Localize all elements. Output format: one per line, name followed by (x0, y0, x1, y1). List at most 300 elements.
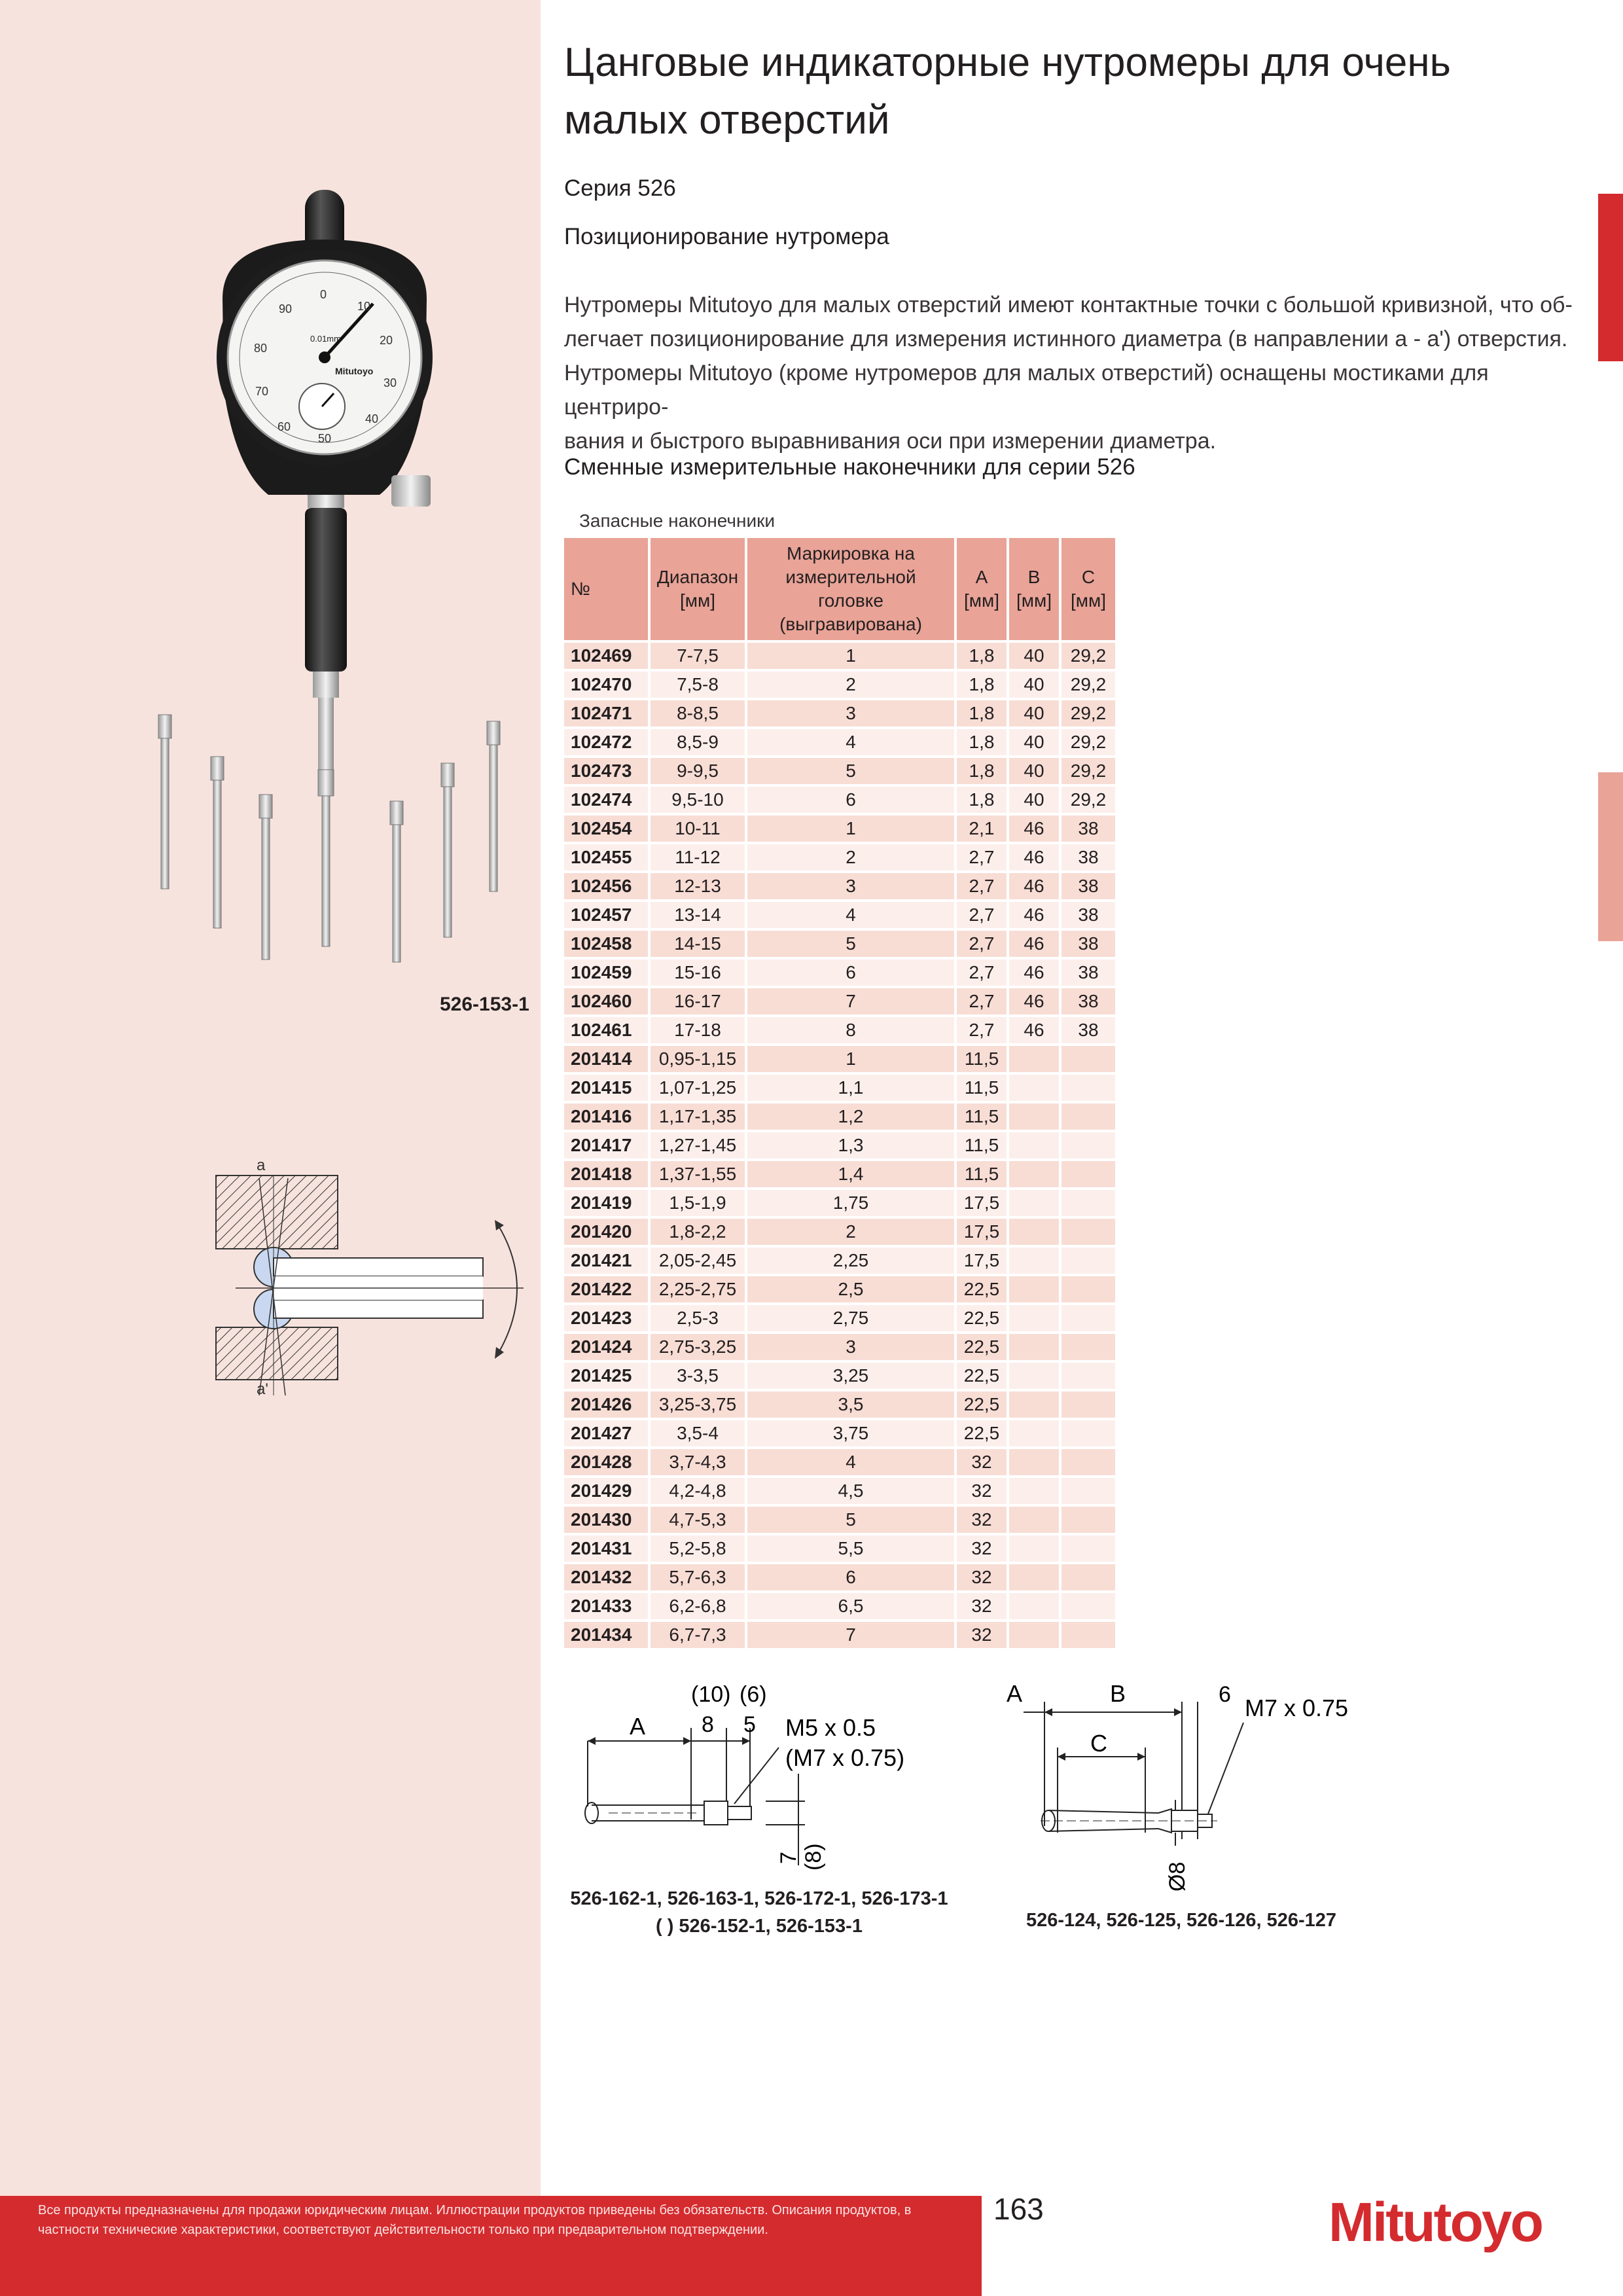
cell-marking: 5 (747, 758, 954, 787)
paragraph-line: легчает позиционирование для измерения истинного диаметра (в направлении a - a') отверстия. (564, 327, 1568, 351)
cell-b: 46 (1009, 960, 1059, 988)
cell-a: 2,7 (957, 902, 1007, 931)
mitutoyo-logo (1329, 2186, 1590, 2258)
cell-part-number: 102457 (564, 902, 648, 931)
cell-a: 1,8 (957, 643, 1007, 672)
cell-range: 1,17-1,35 (651, 1103, 745, 1132)
table-row (564, 988, 1115, 1017)
cell-b (1009, 1276, 1059, 1305)
spare-tips-table (562, 538, 1118, 1651)
cell-c: 38 (1061, 1017, 1115, 1046)
cell-c (1061, 1449, 1115, 1478)
side-tab-active (1598, 194, 1623, 361)
cell-c: 38 (1061, 816, 1115, 844)
cell-marking: 1 (747, 1046, 954, 1075)
cell-c (1061, 1305, 1115, 1334)
table-row (564, 1161, 1115, 1190)
header-b: B [мм] (1009, 538, 1059, 643)
tip-drawing-small (569, 1676, 955, 1872)
tip-drawing-large (995, 1676, 1368, 1911)
cell-c: 29,2 (1061, 758, 1115, 787)
cell-b (1009, 1507, 1059, 1535)
cell-part-number: 201432 (564, 1564, 648, 1593)
cell-b (1009, 1161, 1059, 1190)
cell-range: 8-8,5 (651, 700, 745, 729)
cell-c: 38 (1061, 873, 1115, 902)
cell-range: 5,7-6,3 (651, 1564, 745, 1593)
photo-model-label: 526-153-1 (440, 994, 529, 1015)
logo-text: Mitutoyo (1329, 2191, 1542, 2253)
cell-b (1009, 1132, 1059, 1161)
cell-marking: 1,3 (747, 1132, 954, 1161)
cell-range: 0,95-1,15 (651, 1046, 745, 1075)
dial-number: 40 (365, 412, 379, 425)
cell-c (1061, 1507, 1115, 1535)
cell-b (1009, 1593, 1059, 1622)
drawing1-caption-line: 526-162-1, 526-163-1, 526-172-1, 526-173-1 (570, 1888, 948, 1909)
cell-part-number: 201418 (564, 1161, 648, 1190)
cell-b (1009, 1420, 1059, 1449)
cell-a: 32 (957, 1507, 1007, 1535)
cell-marking: 2,75 (747, 1305, 954, 1334)
cell-part-number: 201419 (564, 1190, 648, 1219)
cell-range: 6,2-6,8 (651, 1593, 745, 1622)
cell-marking: 3 (747, 1334, 954, 1363)
cell-part-number: 201424 (564, 1334, 648, 1363)
cell-part-number: 201429 (564, 1478, 648, 1507)
header-range: Диапазон [мм] (651, 538, 745, 643)
cell-c: 29,2 (1061, 700, 1115, 729)
drawing2-dim-b: B (1110, 1680, 1126, 1707)
table-row (564, 1363, 1115, 1391)
cell-part-number: 102474 (564, 787, 648, 816)
cell-c (1061, 1564, 1115, 1593)
cell-range: 6,7-7,3 (651, 1622, 745, 1651)
drawing1-dim-f: M5 x 0.5 (785, 1714, 876, 1741)
cell-marking: 3 (747, 873, 954, 902)
table-row (564, 1478, 1115, 1507)
cell-range: 2,25-2,75 (651, 1276, 745, 1305)
table-row (564, 1219, 1115, 1247)
drawing2-dim-e: M7 x 0.75 (1245, 1695, 1349, 1721)
cell-range: 7,5-8 (651, 672, 745, 700)
table-heading: Сменные измерительные наконечники для серии 526 (564, 454, 1135, 480)
cell-c (1061, 1103, 1115, 1132)
dial-reading: 0.01mm (310, 334, 341, 344)
table-row (564, 1593, 1115, 1622)
cell-a: 11,5 (957, 1046, 1007, 1075)
header-marking: Маркировка на измерительной головке (выгравирована) (747, 538, 954, 643)
cell-b: 46 (1009, 873, 1059, 902)
table-row (564, 1190, 1115, 1219)
cell-range: 2,5-3 (651, 1305, 745, 1334)
cell-marking: 6 (747, 787, 954, 816)
drawing1-dim-d: (6) (740, 1682, 767, 1707)
cell-marking: 6,5 (747, 1593, 954, 1622)
cell-part-number: 102461 (564, 1017, 648, 1046)
table-row (564, 1507, 1115, 1535)
cell-part-number: 201414 (564, 1046, 648, 1075)
cell-a: 2,7 (957, 844, 1007, 873)
cell-a: 32 (957, 1449, 1007, 1478)
cell-part-number: 201431 (564, 1535, 648, 1564)
cell-marking: 4 (747, 902, 954, 931)
table-row (564, 931, 1115, 960)
cell-b (1009, 1622, 1059, 1651)
cell-part-number: 102460 (564, 988, 648, 1017)
cell-b (1009, 1478, 1059, 1507)
cell-b: 46 (1009, 816, 1059, 844)
cell-c: 38 (1061, 931, 1115, 960)
cell-b: 40 (1009, 672, 1059, 700)
cell-b (1009, 1103, 1059, 1132)
table-row (564, 1276, 1115, 1305)
cell-a: 1,8 (957, 729, 1007, 758)
table-row (564, 1535, 1115, 1564)
cell-b: 46 (1009, 902, 1059, 931)
cell-part-number: 102472 (564, 729, 648, 758)
dial-number: 50 (318, 432, 332, 445)
cell-range: 1,5-1,9 (651, 1190, 745, 1219)
cell-part-number: 102469 (564, 643, 648, 672)
cell-part-number: 102455 (564, 844, 648, 873)
cell-c: 29,2 (1061, 729, 1115, 758)
cell-a: 1,8 (957, 758, 1007, 787)
cell-range: 8,5-9 (651, 729, 745, 758)
cell-range: 9-9,5 (651, 758, 745, 787)
cell-b (1009, 1219, 1059, 1247)
cell-range: 1,37-1,55 (651, 1161, 745, 1190)
cell-range: 16-17 (651, 988, 745, 1017)
schematic-label-bottom: a' (257, 1380, 268, 1398)
table-row (564, 1334, 1115, 1363)
cell-range: 15-16 (651, 960, 745, 988)
table-row (564, 873, 1115, 902)
cell-a: 11,5 (957, 1132, 1007, 1161)
cell-c (1061, 1075, 1115, 1103)
cell-c (1061, 1161, 1115, 1190)
cell-b (1009, 1449, 1059, 1478)
cell-c: 29,2 (1061, 672, 1115, 700)
cell-a: 2,1 (957, 816, 1007, 844)
dial-brand: Mitutoyo (335, 366, 374, 376)
cell-b (1009, 1046, 1059, 1075)
cell-c (1061, 1334, 1115, 1363)
table-row (564, 1103, 1115, 1132)
table-row (564, 960, 1115, 988)
cell-marking: 1 (747, 816, 954, 844)
cell-c (1061, 1247, 1115, 1276)
cell-range: 12-13 (651, 873, 745, 902)
cell-b: 46 (1009, 988, 1059, 1017)
cell-marking: 7 (747, 1622, 954, 1651)
disclaimer-line: частности технические характеристики, соответствуют действительности только при предварительном подтверждении. (38, 2223, 768, 2237)
cell-a: 32 (957, 1622, 1007, 1651)
cell-range: 3,5-4 (651, 1420, 745, 1449)
side-tab-inactive (1598, 772, 1623, 941)
cell-b: 40 (1009, 643, 1059, 672)
cell-a: 32 (957, 1478, 1007, 1507)
cell-a: 2,7 (957, 931, 1007, 960)
cell-range: 1,27-1,45 (651, 1132, 745, 1161)
cell-c (1061, 1478, 1115, 1507)
drawing1-dim-a: A (630, 1713, 646, 1740)
cell-b (1009, 1391, 1059, 1420)
cell-marking: 6 (747, 960, 954, 988)
drawing1-caption (569, 1885, 949, 1940)
cell-c: 38 (1061, 844, 1115, 873)
paragraph-line: Нутромеры Mitutoyo для малых отверстий имеют контактные точки с большой кривизной, что об- (564, 293, 1573, 317)
cell-part-number: 201417 (564, 1132, 648, 1161)
cell-c (1061, 1276, 1115, 1305)
cell-c: 29,2 (1061, 787, 1115, 816)
table-row (564, 643, 1115, 672)
dial-number: 20 (380, 334, 393, 347)
cell-part-number: 201427 (564, 1420, 648, 1449)
cell-a: 1,8 (957, 672, 1007, 700)
cell-b: 40 (1009, 700, 1059, 729)
cell-range: 3,25-3,75 (651, 1391, 745, 1420)
cell-a: 1,8 (957, 787, 1007, 816)
cell-marking: 1,75 (747, 1190, 954, 1219)
cell-range: 17-18 (651, 1017, 745, 1046)
cell-part-number: 102456 (564, 873, 648, 902)
dial-number: 60 (277, 420, 291, 433)
cell-c (1061, 1622, 1115, 1651)
dial-number: 80 (254, 342, 268, 355)
table-row (564, 1564, 1115, 1593)
cell-marking: 2 (747, 672, 954, 700)
cell-c (1061, 1420, 1115, 1449)
cell-a: 17,5 (957, 1247, 1007, 1276)
cell-marking: 1 (747, 643, 954, 672)
cell-marking: 2,25 (747, 1247, 954, 1276)
drawing2-dim-c: 6 (1219, 1682, 1231, 1707)
table-row (564, 1075, 1115, 1103)
cell-marking: 5 (747, 931, 954, 960)
header-number: № (564, 538, 648, 643)
drawing1-dim-b: (10) (691, 1682, 731, 1707)
drawing2-dim-d: C (1090, 1730, 1107, 1757)
cell-a: 22,5 (957, 1420, 1007, 1449)
page-title: Цанговые индикаторные нутромеры для очень малых отверстий (564, 40, 1451, 143)
page-number: 163 (993, 2192, 1044, 2226)
footer-disclaimer (38, 2200, 954, 2240)
cell-a: 32 (957, 1564, 1007, 1593)
disclaimer-line: Все продукты предназначены для продажи юридическим лицам. Иллюстрации продуктов приведены без обязательств. Описания продуктов, в (38, 2203, 912, 2217)
cell-b (1009, 1535, 1059, 1564)
cell-marking: 2 (747, 844, 954, 873)
cell-c: 38 (1061, 988, 1115, 1017)
cell-part-number: 201433 (564, 1593, 648, 1622)
cell-part-number: 201426 (564, 1391, 648, 1420)
drawing1-dim-i: (8) (801, 1843, 826, 1871)
cell-part-number: 102473 (564, 758, 648, 787)
description-paragraph (564, 288, 1585, 458)
cell-part-number: 201430 (564, 1507, 648, 1535)
cell-b (1009, 1334, 1059, 1363)
table-row (564, 1420, 1115, 1449)
cell-a: 22,5 (957, 1391, 1007, 1420)
cell-marking: 4 (747, 729, 954, 758)
cell-a: 22,5 (957, 1305, 1007, 1334)
cell-b: 40 (1009, 758, 1059, 787)
cell-b: 40 (1009, 729, 1059, 758)
schematic-label-top: a (257, 1157, 266, 1174)
cell-part-number: 102471 (564, 700, 648, 729)
drawing2-dim-f: Ø8 (1165, 1861, 1190, 1892)
cell-range: 3-3,5 (651, 1363, 745, 1391)
cell-marking: 2 (747, 1219, 954, 1247)
table-row (564, 902, 1115, 931)
cell-marking: 3,75 (747, 1420, 954, 1449)
cell-b: 46 (1009, 931, 1059, 960)
cell-a: 11,5 (957, 1103, 1007, 1132)
cell-part-number: 201422 (564, 1276, 648, 1305)
cell-a: 2,7 (957, 1017, 1007, 1046)
cell-c: 29,2 (1061, 643, 1115, 672)
cell-a: 32 (957, 1593, 1007, 1622)
cell-b (1009, 1075, 1059, 1103)
cell-b (1009, 1190, 1059, 1219)
table-row (564, 758, 1115, 787)
cell-range: 14-15 (651, 931, 745, 960)
cell-marking: 8 (747, 1017, 954, 1046)
cell-range: 2,05-2,45 (651, 1247, 745, 1276)
cell-part-number: 201434 (564, 1622, 648, 1651)
dial-number: 0 (320, 288, 327, 301)
cell-range: 10-11 (651, 816, 745, 844)
cell-part-number: 201425 (564, 1363, 648, 1391)
cell-marking: 4,5 (747, 1478, 954, 1507)
cell-marking: 1,1 (747, 1075, 954, 1103)
cell-marking: 2,5 (747, 1276, 954, 1305)
cell-part-number: 201415 (564, 1075, 648, 1103)
cell-range: 4,7-5,3 (651, 1507, 745, 1535)
table-row (564, 672, 1115, 700)
cell-range: 3,7-4,3 (651, 1449, 745, 1478)
cell-range: 1,8-2,2 (651, 1219, 745, 1247)
cell-a: 22,5 (957, 1276, 1007, 1305)
cell-part-number: 201420 (564, 1219, 648, 1247)
cell-b: 40 (1009, 787, 1059, 816)
dial-number: 90 (279, 302, 293, 315)
cell-range: 13-14 (651, 902, 745, 931)
cell-c (1061, 1593, 1115, 1622)
cell-part-number: 102470 (564, 672, 648, 700)
cell-a: 2,7 (957, 988, 1007, 1017)
cell-part-number: 102459 (564, 960, 648, 988)
cell-marking: 3,25 (747, 1363, 954, 1391)
table-row (564, 844, 1115, 873)
cell-range: 2,75-3,25 (651, 1334, 745, 1363)
cell-range: 5,2-5,8 (651, 1535, 745, 1564)
header-c: C [мм] (1061, 538, 1115, 643)
dial-number: 30 (383, 376, 397, 389)
table-row (564, 1046, 1115, 1075)
cell-c (1061, 1363, 1115, 1391)
table-row (564, 1305, 1115, 1334)
cell-c (1061, 1190, 1115, 1219)
cell-b (1009, 1247, 1059, 1276)
cell-b (1009, 1305, 1059, 1334)
series-label: Серия 526 (564, 175, 676, 201)
cell-a: 22,5 (957, 1363, 1007, 1391)
table-row (564, 1449, 1115, 1478)
cell-range: 11-12 (651, 844, 745, 873)
cell-a: 1,8 (957, 700, 1007, 729)
cell-marking: 6 (747, 1564, 954, 1593)
cell-a: 22,5 (957, 1334, 1007, 1363)
cell-marking: 5,5 (747, 1535, 954, 1564)
cell-c (1061, 1132, 1115, 1161)
table-row (564, 1391, 1115, 1420)
table-row (564, 1247, 1115, 1276)
cell-c: 38 (1061, 960, 1115, 988)
table-row (564, 729, 1115, 758)
cell-range: 1,07-1,25 (651, 1075, 745, 1103)
dial-number: 10 (357, 300, 371, 313)
dial-number: 70 (255, 385, 269, 398)
cell-a: 17,5 (957, 1219, 1007, 1247)
cell-marking: 5 (747, 1507, 954, 1535)
cell-part-number: 102454 (564, 816, 648, 844)
cell-c (1061, 1046, 1115, 1075)
table-row (564, 1132, 1115, 1161)
cell-a: 17,5 (957, 1190, 1007, 1219)
drawing2-caption: 526-124, 526-125, 526-126, 526-127 (1026, 1910, 1337, 1931)
cell-range: 7-7,5 (651, 643, 745, 672)
cell-marking: 1,2 (747, 1103, 954, 1132)
paragraph-line: вания и быстрого выравнивания оси при измерении диаметра. (564, 429, 1217, 454)
table-row (564, 1622, 1115, 1651)
drawing1-dim-e: 5 (743, 1712, 756, 1737)
cell-c (1061, 1219, 1115, 1247)
table-header-row (564, 538, 1115, 643)
table-row (564, 787, 1115, 816)
positioning-schematic (196, 1152, 537, 1414)
cell-a: 11,5 (957, 1161, 1007, 1190)
section-subheading: Позиционирование нутромера (564, 224, 889, 249)
header-a: A [мм] (957, 538, 1007, 643)
cell-part-number: 201423 (564, 1305, 648, 1334)
table-row (564, 1017, 1115, 1046)
cell-b: 46 (1009, 844, 1059, 873)
cell-part-number: 201428 (564, 1449, 648, 1478)
table-row (564, 816, 1115, 844)
cell-marking: 3,5 (747, 1391, 954, 1420)
cell-part-number: 102458 (564, 931, 648, 960)
cell-b: 46 (1009, 1017, 1059, 1046)
drawing2-dim-a: A (1007, 1680, 1023, 1707)
cell-c (1061, 1535, 1115, 1564)
drawing1-dim-h: 7 (776, 1852, 801, 1864)
cell-marking: 3 (747, 700, 954, 729)
table-body (564, 643, 1115, 1651)
cell-part-number: 201421 (564, 1247, 648, 1276)
drawing1-dim-g: (M7 x 0.75) (785, 1744, 905, 1771)
table-row (564, 700, 1115, 729)
cell-marking: 7 (747, 988, 954, 1017)
table-caption: Запасные наконечники (579, 511, 776, 531)
cell-c (1061, 1391, 1115, 1420)
cell-range: 9,5-10 (651, 787, 745, 816)
cell-a: 32 (957, 1535, 1007, 1564)
bore-gauge-photo (151, 187, 517, 999)
cell-part-number: 201416 (564, 1103, 648, 1132)
cell-range: 4,2-4,8 (651, 1478, 745, 1507)
cell-marking: 4 (747, 1449, 954, 1478)
